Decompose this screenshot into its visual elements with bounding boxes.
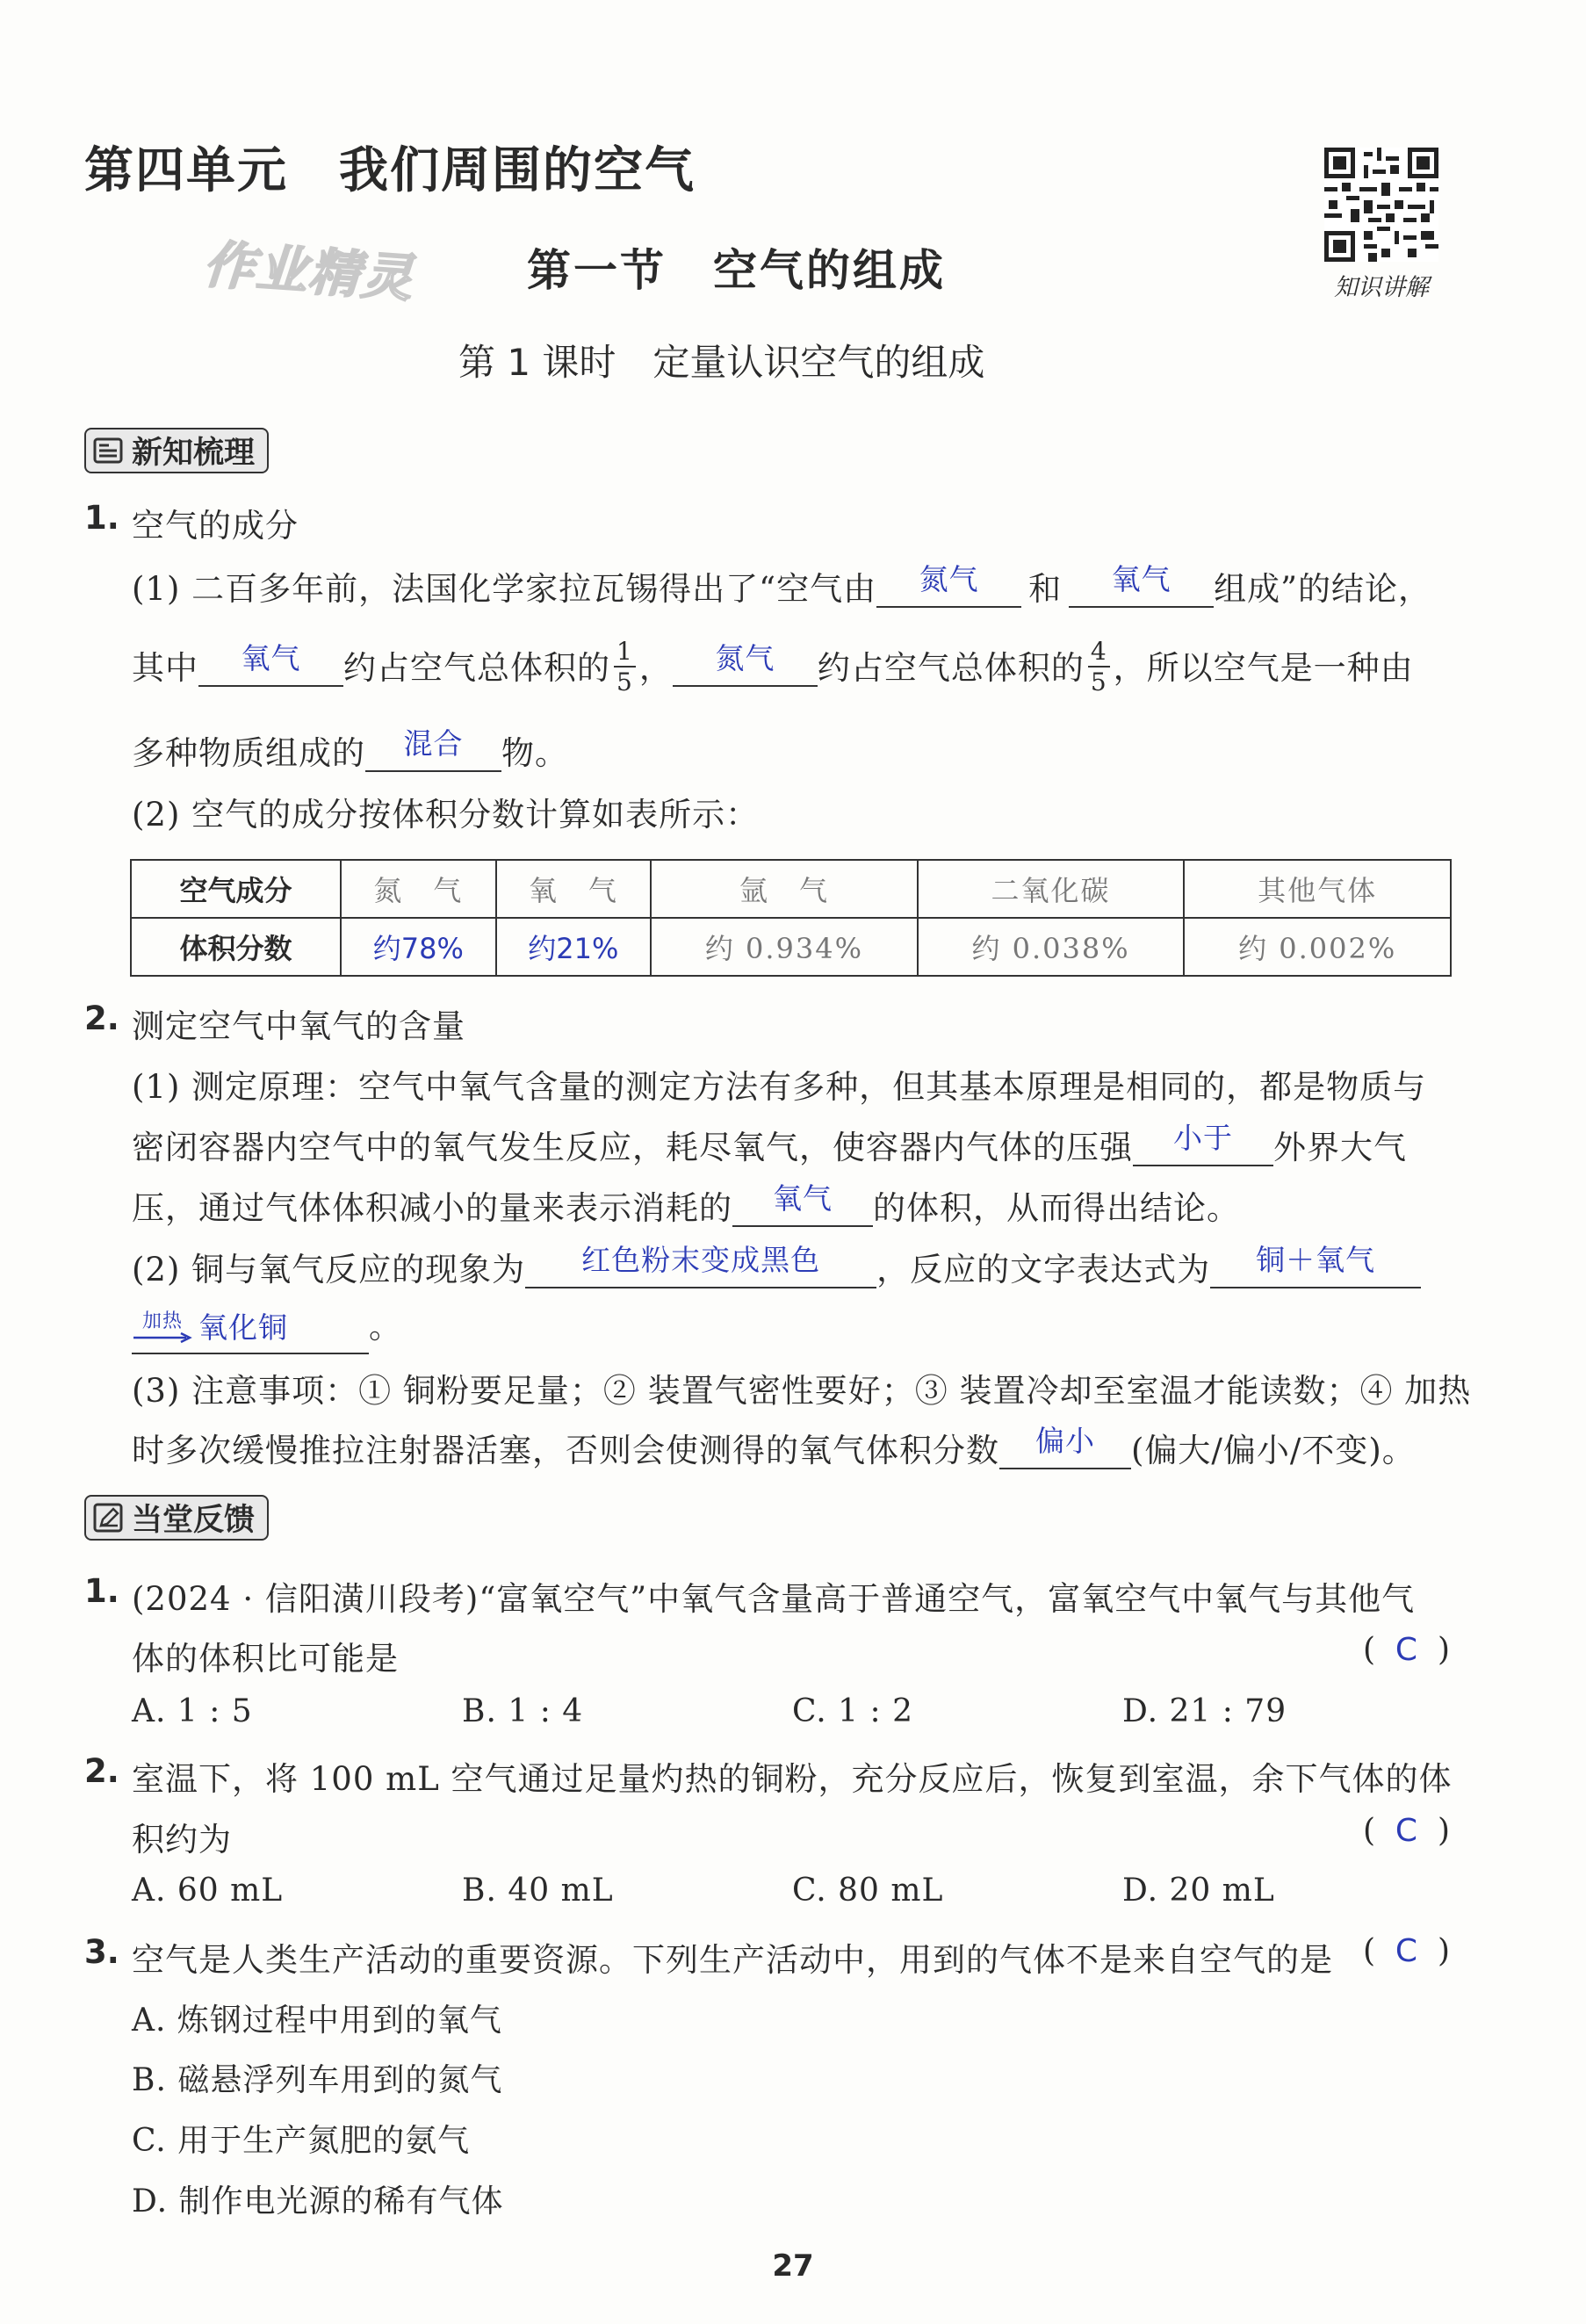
section-badge-label: 新知梳理 xyxy=(132,436,256,471)
blank-smaller[interactable] xyxy=(999,1424,1131,1469)
table-row xyxy=(131,918,1451,976)
blank-nitrogen[interactable] xyxy=(876,562,1021,608)
table-cell: 二氧化碳 xyxy=(918,860,1185,918)
pencil-icon xyxy=(93,1503,123,1533)
q1-number: 1. xyxy=(84,499,119,537)
fraction-one-fifth: $\frac{1}{5}$ xyxy=(614,639,636,695)
fq1-line2: 体的体积比可能是 xyxy=(132,1640,399,1678)
answer-text: 氮气 xyxy=(715,641,775,675)
answer-text: 偏小 xyxy=(1035,1424,1095,1458)
section-badge-feedback xyxy=(84,1495,269,1541)
answer-text: 红色粉末变成黑色 xyxy=(581,1243,821,1277)
text: 的体积，从而得出结论。 xyxy=(873,1189,1240,1227)
fq2-option-b[interactable]: B. 40 mL xyxy=(462,1873,614,1909)
fq2-option-a[interactable]: A. 60 mL xyxy=(132,1873,284,1909)
q2-line3 xyxy=(132,1181,1240,1229)
text: 约占空气总体积的 xyxy=(343,649,610,687)
q2-title: 测定空气中氧气的含量 xyxy=(132,1007,465,1045)
table-cell: 约 0.038% xyxy=(918,918,1185,976)
answer-text: 混合 xyxy=(403,726,464,761)
condition-heat: 加热 xyxy=(141,1310,183,1332)
q2-line6: (3) 注意事项：① 铜粉要足量；② 装置气密性要好；③ 装置冷却至室温才能读数；④ 加热 xyxy=(132,1372,1472,1410)
arrow-icon xyxy=(132,1332,193,1344)
fq1-option-a[interactable]: A. 1 : 5 xyxy=(132,1693,253,1729)
text: 压，通过气体体积减小的量来表示消耗的 xyxy=(132,1189,732,1227)
fq1-answer-bracket[interactable]: ( C ) xyxy=(1362,1632,1450,1668)
lesson-title: 第 1 课时 定量认识空气的组成 xyxy=(458,341,985,384)
qr-code-icon xyxy=(1324,148,1438,262)
blank-nitrogen-2[interactable] xyxy=(673,641,818,687)
text: ，所以空气是一种由 xyxy=(1113,649,1414,687)
fraction-four-fifths: $\frac{4}{5}$ xyxy=(1088,639,1110,695)
q2-number: 2. xyxy=(84,1000,119,1037)
blank-oxygen[interactable] xyxy=(1069,562,1214,608)
blank-less-than[interactable] xyxy=(1133,1121,1273,1166)
text: 外界大气 xyxy=(1273,1129,1407,1166)
q2-line7 xyxy=(132,1424,1416,1471)
text: (偏大/偏小/不变)。 xyxy=(1131,1432,1416,1469)
text: 多种物质组成的 xyxy=(132,734,365,772)
answer-text: 氮气 xyxy=(919,562,979,596)
fq1-line1: (2024 · 信阳潢川段考)“富氧空气”中氧气含量高于普通空气，富氧空气中氧气与其他气 xyxy=(132,1580,1416,1618)
fq2-line1: 室温下，将 100 mL 空气通过足量灼热的铜粉，充分反应后，恢复到室温，余下气体的体 xyxy=(132,1760,1453,1798)
blank-oxygen-2[interactable] xyxy=(198,641,343,687)
page-number: 27 xyxy=(772,2248,814,2284)
answer-text: C xyxy=(1395,1632,1418,1668)
section-title: 第一节 空气的组成 xyxy=(527,244,946,296)
text: 。 xyxy=(369,1308,402,1346)
blank-equation-part1[interactable] xyxy=(1210,1243,1421,1288)
blank-oxygen-consumed[interactable] xyxy=(732,1181,873,1227)
fq2-option-d[interactable]: D. 20 mL xyxy=(1122,1873,1275,1909)
watermark: 作业精灵 xyxy=(201,234,416,309)
q2-line4 xyxy=(132,1243,1421,1290)
composition-table xyxy=(130,859,1452,977)
text: (2) 铜与氧气反应的现象为 xyxy=(132,1251,526,1288)
blank-equation-part2[interactable] xyxy=(132,1308,369,1354)
blank-mixture[interactable] xyxy=(365,726,501,772)
q1-line3 xyxy=(132,726,568,774)
text: 和 xyxy=(1028,570,1063,608)
fq1-option-d[interactable]: D. 21 : 79 xyxy=(1122,1693,1287,1729)
fq3-option-c[interactable]: C. 用于生产氮肥的氨气 xyxy=(132,2123,471,2159)
section-badge-label: 当堂反馈 xyxy=(132,1503,256,1538)
table-cell: 其他气体 xyxy=(1184,860,1451,918)
table-header: 空气成分 xyxy=(131,860,341,918)
table-cell-answer[interactable]: 约21% xyxy=(496,918,652,976)
qr-code[interactable] xyxy=(1324,148,1438,262)
answer-text: 氧气 xyxy=(241,641,301,675)
fq1-number: 1. xyxy=(84,1572,119,1610)
answer-text: 氧化铜 xyxy=(198,1310,288,1345)
text: 物。 xyxy=(501,734,568,772)
fq3-option-a[interactable]: A. 炼钢过程中用到的氧气 xyxy=(132,2003,502,2039)
text: 时多次缓慢推拉注射器活塞，否则会使测得的氧气体积分数 xyxy=(132,1432,999,1469)
q1-line4: (2) 空气的成分按体积分数计算如表所示： xyxy=(132,796,760,834)
q2-line5 xyxy=(132,1300,402,1356)
book-icon xyxy=(93,436,123,466)
qr-label: 知识讲解 xyxy=(1334,274,1429,301)
table-cell: 氧 气 xyxy=(496,860,652,918)
answer-text: 铜＋氧气 xyxy=(1256,1243,1376,1277)
table-header: 体积分数 xyxy=(131,918,341,976)
fq2-answer-bracket[interactable]: ( C ) xyxy=(1362,1813,1450,1849)
text: (1) 二百多年前，法国化学家拉瓦锡得出了“空气由 xyxy=(132,570,877,608)
text: 组成”的结论， xyxy=(1214,570,1432,608)
text: 其中 xyxy=(132,649,198,687)
fq1-option-c[interactable]: C. 1 : 2 xyxy=(792,1693,913,1729)
reaction-arrow xyxy=(132,1312,193,1344)
answer-text: 小于 xyxy=(1173,1121,1233,1155)
q2-line2 xyxy=(132,1121,1407,1168)
text: ，反应的文字表达式为 xyxy=(876,1251,1211,1288)
fq3-answer-bracket[interactable]: ( C ) xyxy=(1362,1933,1450,1969)
fq3-line1: 空气是人类生产活动的重要资源。下列生产活动中，用到的气体不是来自空气的是 xyxy=(132,1941,1333,1979)
fq3-option-b[interactable]: B. 磁悬浮列车用到的氮气 xyxy=(132,2062,503,2098)
fq1-option-b[interactable]: B. 1 : 4 xyxy=(462,1693,584,1729)
fq2-line2: 积约为 xyxy=(132,1821,232,1858)
fq2-option-c[interactable]: C. 80 mL xyxy=(792,1873,944,1909)
text: 约占空气总体积的 xyxy=(817,649,1085,687)
text: 密闭容器内空气中的氧气发生反应，耗尽氧气，使容器内气体的压强 xyxy=(132,1129,1133,1166)
fq2-number: 2. xyxy=(84,1752,119,1790)
answer-text: C xyxy=(1395,1933,1418,1969)
table-cell: 约 0.934% xyxy=(651,918,918,976)
q1-line2: 其中 氧气 约占空气总体积的 $\frac{1}{5}$ ， 氮气 约占空气总体积的 $\frac{4}{5}$ ，所以空气是一种由 xyxy=(132,637,1414,696)
q1-title: 空气的成分 xyxy=(132,507,299,545)
fq3-option-d[interactable]: D. 制作电光源的稀有气体 xyxy=(132,2183,504,2219)
q2-line1: (1) 测定原理：空气中氧气含量的测定方法有多种，但其基本原理是相同的，都是物质与 xyxy=(132,1068,1427,1106)
section-badge-new-knowledge xyxy=(84,428,269,473)
unit-title: 第四单元 我们周围的空气 xyxy=(84,142,696,199)
blank-phenomenon[interactable] xyxy=(525,1243,876,1288)
table-row xyxy=(131,860,1451,918)
q1-line1 xyxy=(132,562,1431,610)
answer-text: 氧气 xyxy=(1111,562,1171,596)
table-cell: 氮 气 xyxy=(341,860,496,918)
answer-text: C xyxy=(1395,1813,1418,1849)
table-cell: 氩 气 xyxy=(651,860,918,918)
answer-text: 氧气 xyxy=(773,1181,833,1216)
table-cell: 约 0.002% xyxy=(1184,918,1451,976)
table-cell-answer[interactable]: 约78% xyxy=(341,918,496,976)
fq3-number: 3. xyxy=(84,1933,119,1971)
